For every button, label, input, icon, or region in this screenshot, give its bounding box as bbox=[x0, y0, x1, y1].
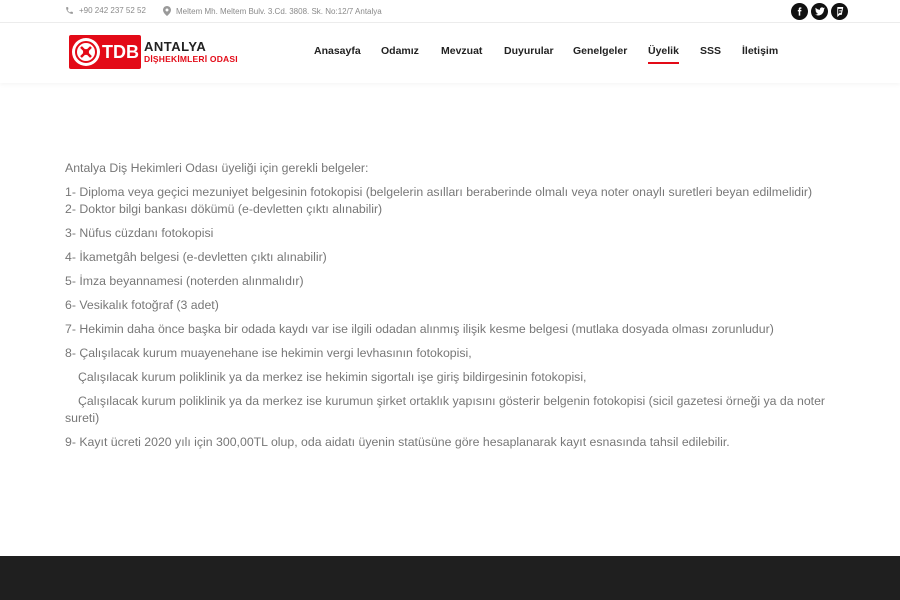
phone-number: +90 242 237 52 52 bbox=[79, 6, 146, 15]
list-item: 5- İmza beyannamesi (noterden alınmalıdır) bbox=[65, 274, 304, 288]
nav-item-anasayfa[interactable]: Anasayfa bbox=[314, 45, 361, 57]
nav-item-sss[interactable]: SSS bbox=[700, 45, 722, 57]
logo-line-2: DİŞHEKİMLERİ ODASI bbox=[144, 54, 238, 65]
list-item: 4- İkametgâh belgesi (e-devletten çıktı alınabilir) bbox=[65, 250, 327, 264]
social-links bbox=[791, 3, 848, 20]
main-nav bbox=[0, 45, 900, 65]
list-item: Çalışılacak kurum poliklinik ya da merkez ise hekimin sigortalı işe giriş bildirgesinin fotokopisi, bbox=[78, 370, 587, 384]
intro-text: Antalya Diş Hekimleri Odası üyeliği için gerekli belgeler: bbox=[65, 161, 369, 175]
list-item: 3- Nüfus cüzdanı fotokopisi bbox=[65, 226, 214, 240]
nav-item-duyurular[interactable]: Duyurular bbox=[504, 45, 554, 57]
nav-item-iletisim[interactable]: İletişim bbox=[742, 45, 779, 57]
list-item: 8- Çalışılacak kurum muayenehane ise hekimin vergi levhasının fotokopisi, bbox=[65, 346, 472, 360]
nav-item-odamiz[interactable]: Odamız bbox=[381, 45, 419, 57]
nav-item-genelgeler[interactable]: Genelgeler bbox=[573, 45, 628, 57]
map-pin-icon bbox=[163, 6, 171, 16]
list-item: Çalışılacak kurum poliklinik ya da merkez ise kurumun şirket ortaklık yapısını gösterir belgenin fotokopisi (sicil gazetesi örneği ya da noter sureti) bbox=[65, 394, 826, 425]
top-bar bbox=[0, 0, 900, 23]
nav-item-uyelik[interactable]: Üyelik bbox=[648, 45, 679, 57]
list-item: 2- Doktor bilgi bankası dökümü (e-devletten çıktı alınabilir) bbox=[65, 202, 383, 216]
nav-item-mevzuat[interactable]: Mevzuat bbox=[441, 45, 483, 57]
membership-requirements bbox=[65, 160, 855, 458]
address-text: Meltem Mh. Meltem Bulv. 3.Cd. 3808. Sk. No:12/7 Antalya bbox=[176, 6, 382, 16]
phone-contact[interactable] bbox=[65, 6, 146, 15]
list-item: 7- Hekimin daha önce başka bir odada kaydı var ise ilgili odadan alınmış ilişik kesme belgesi (mutlaka dosyada olması zorunludur) bbox=[65, 322, 774, 336]
facebook-icon[interactable] bbox=[791, 3, 808, 20]
logo-line-1: ANTALYA bbox=[144, 39, 207, 55]
list-item: 6- Vesikalık fotoğraf (3 adet) bbox=[65, 298, 219, 312]
address-contact[interactable] bbox=[163, 6, 382, 16]
twitter-icon[interactable] bbox=[811, 3, 828, 20]
site-header bbox=[0, 23, 900, 83]
list-item: 9- Kayıt ücreti 2020 yılı için 300,00TL olup, oda aidatı üyenin statüsüne göre hesaplanarak kayıt esnasında tahsil edilebilir. bbox=[65, 435, 730, 449]
foursquare-icon[interactable] bbox=[831, 3, 848, 20]
list-item: 1- Diploma veya geçici mezuniyet belgesinin fotokopisi (belgelerin asılları beraberinde olmalı veya noter onaylı suretleri beyan edilmelidir) bbox=[65, 185, 813, 199]
logo-mark-text: TDB bbox=[102, 41, 139, 62]
site-footer bbox=[0, 556, 900, 600]
phone-icon bbox=[65, 6, 74, 15]
